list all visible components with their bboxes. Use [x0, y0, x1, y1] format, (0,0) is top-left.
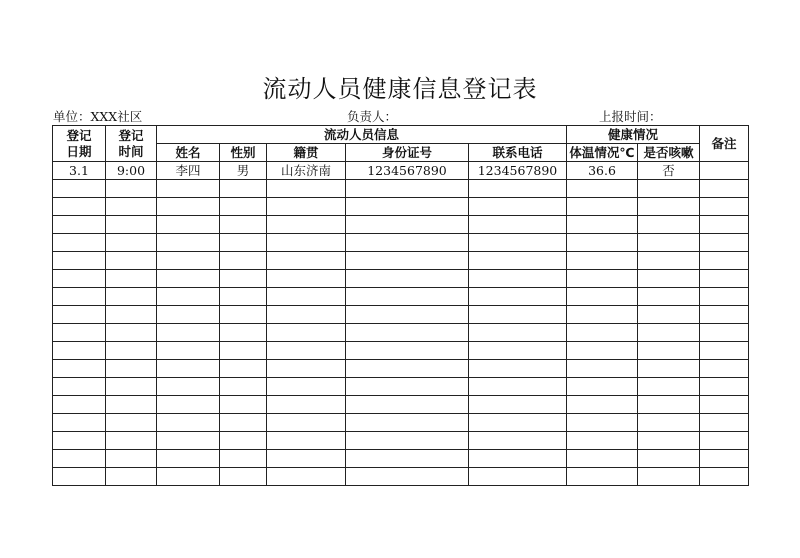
header-native-place: 籍贯 — [267, 144, 346, 162]
empty-table-row — [53, 198, 749, 216]
empty-cell-temperature[interactable] — [567, 396, 638, 414]
empty-cell-name[interactable] — [157, 198, 220, 216]
header-reg-time-line2: 时间 — [118, 143, 144, 159]
empty-cell-id-number[interactable] — [346, 396, 469, 414]
header-group-health: 健康情况 — [567, 126, 700, 144]
empty-cell-time[interactable] — [106, 342, 157, 360]
empty-cell-id-number[interactable] — [346, 360, 469, 378]
cell-id-number[interactable]: 1234567890 — [346, 162, 469, 180]
header-reg-time-line1: 登记 — [118, 127, 144, 143]
empty-cell-time[interactable] — [106, 414, 157, 432]
empty-cell-temperature[interactable] — [567, 252, 638, 270]
empty-cell-remark[interactable] — [700, 342, 749, 360]
empty-table-row — [53, 252, 749, 270]
empty-cell-id-number[interactable] — [346, 468, 469, 486]
empty-cell-date[interactable] — [53, 252, 106, 270]
empty-cell-temperature[interactable] — [567, 360, 638, 378]
empty-cell-name[interactable] — [157, 342, 220, 360]
empty-cell-gender[interactable] — [220, 396, 267, 414]
empty-cell-phone[interactable] — [469, 468, 567, 486]
empty-cell-temperature[interactable] — [567, 432, 638, 450]
empty-cell-phone[interactable] — [469, 324, 567, 342]
empty-table-row — [53, 414, 749, 432]
empty-cell-native-place[interactable] — [267, 342, 346, 360]
empty-cell-time[interactable] — [106, 378, 157, 396]
empty-cell-gender[interactable] — [220, 324, 267, 342]
cell-time[interactable]: 9:00 — [106, 162, 157, 180]
empty-cell-date[interactable] — [53, 414, 106, 432]
empty-cell-time[interactable] — [106, 234, 157, 252]
empty-cell-gender[interactable] — [220, 378, 267, 396]
empty-cell-id-number[interactable] — [346, 270, 469, 288]
cell-date[interactable]: 3.1 — [53, 162, 106, 180]
empty-cell-remark[interactable] — [700, 414, 749, 432]
header-cough: 是否咳嗽 — [638, 144, 700, 162]
empty-cell-gender[interactable] — [220, 198, 267, 216]
empty-cell-name[interactable] — [157, 450, 220, 468]
empty-cell-remark[interactable] — [700, 234, 749, 252]
empty-cell-native-place[interactable] — [267, 378, 346, 396]
report-time-label: 上报时间： — [599, 109, 662, 124]
empty-cell-gender[interactable] — [220, 432, 267, 450]
empty-cell-id-number[interactable] — [346, 378, 469, 396]
empty-cell-cough[interactable] — [638, 378, 700, 396]
empty-cell-phone[interactable] — [469, 180, 567, 198]
empty-cell-id-number[interactable] — [346, 180, 469, 198]
empty-cell-cough[interactable] — [638, 324, 700, 342]
empty-cell-remark[interactable] — [700, 324, 749, 342]
empty-cell-name[interactable] — [157, 360, 220, 378]
empty-cell-name[interactable] — [157, 270, 220, 288]
empty-cell-temperature[interactable] — [567, 342, 638, 360]
form-title: 流动人员健康信息登记表 — [262, 75, 538, 103]
empty-cell-date[interactable] — [53, 468, 106, 486]
cell-name[interactable]: 李四 — [157, 162, 220, 180]
empty-cell-gender[interactable] — [220, 342, 267, 360]
empty-cell-name[interactable] — [157, 468, 220, 486]
empty-cell-id-number[interactable] — [346, 288, 469, 306]
empty-cell-phone[interactable] — [469, 378, 567, 396]
empty-cell-phone[interactable] — [469, 360, 567, 378]
empty-cell-temperature[interactable] — [567, 198, 638, 216]
empty-table-row — [53, 270, 749, 288]
empty-cell-phone[interactable] — [469, 252, 567, 270]
empty-cell-cough[interactable] — [638, 270, 700, 288]
owner-label: 负责人： — [347, 109, 398, 124]
empty-cell-native-place[interactable] — [267, 360, 346, 378]
empty-cell-date[interactable] — [53, 450, 106, 468]
empty-cell-temperature[interactable] — [567, 378, 638, 396]
empty-table-row — [53, 378, 749, 396]
empty-cell-name[interactable] — [157, 288, 220, 306]
empty-cell-id-number[interactable] — [346, 342, 469, 360]
empty-table-row — [53, 306, 749, 324]
empty-cell-gender[interactable] — [220, 234, 267, 252]
empty-cell-id-number[interactable] — [346, 198, 469, 216]
empty-cell-date[interactable] — [53, 396, 106, 414]
empty-cell-native-place[interactable] — [267, 198, 346, 216]
empty-cell-temperature[interactable] — [567, 450, 638, 468]
empty-cell-cough[interactable] — [638, 216, 700, 234]
empty-cell-native-place[interactable] — [267, 450, 346, 468]
empty-cell-native-place[interactable] — [267, 414, 346, 432]
empty-cell-phone[interactable] — [469, 234, 567, 252]
empty-cell-time[interactable] — [106, 468, 157, 486]
empty-table-row — [53, 468, 749, 486]
empty-cell-phone[interactable] — [469, 288, 567, 306]
header-reg-date-line1: 登记 — [66, 127, 92, 143]
empty-cell-name[interactable] — [157, 234, 220, 252]
empty-cell-time[interactable] — [106, 216, 157, 234]
empty-cell-temperature[interactable] — [567, 288, 638, 306]
empty-cell-time[interactable] — [106, 270, 157, 288]
empty-cell-temperature[interactable] — [567, 180, 638, 198]
empty-table-row — [53, 396, 749, 414]
empty-cell-name[interactable] — [157, 396, 220, 414]
empty-table-row — [53, 216, 749, 234]
empty-cell-time[interactable] — [106, 360, 157, 378]
empty-cell-name[interactable] — [157, 432, 220, 450]
empty-cell-id-number[interactable] — [346, 306, 469, 324]
empty-cell-temperature[interactable] — [567, 324, 638, 342]
empty-cell-cough[interactable] — [638, 234, 700, 252]
empty-table-row — [53, 180, 749, 198]
empty-cell-remark[interactable] — [700, 378, 749, 396]
empty-cell-date[interactable] — [53, 324, 106, 342]
cell-gender[interactable]: 男 — [220, 162, 267, 180]
empty-cell-id-number[interactable] — [346, 432, 469, 450]
empty-cell-cough[interactable] — [638, 360, 700, 378]
empty-cell-date[interactable] — [53, 360, 106, 378]
header-phone: 联系电话 — [469, 144, 567, 162]
empty-cell-temperature[interactable] — [567, 468, 638, 486]
empty-cell-time[interactable] — [106, 324, 157, 342]
empty-cell-remark[interactable] — [700, 450, 749, 468]
empty-cell-temperature[interactable] — [567, 270, 638, 288]
empty-cell-cough[interactable] — [638, 450, 700, 468]
empty-cell-time[interactable] — [106, 396, 157, 414]
empty-cell-remark[interactable] — [700, 198, 749, 216]
empty-cell-native-place[interactable] — [267, 270, 346, 288]
empty-cell-time[interactable] — [106, 198, 157, 216]
header-row-1 — [53, 126, 749, 144]
empty-cell-cough[interactable] — [638, 414, 700, 432]
empty-cell-native-place[interactable] — [267, 432, 346, 450]
empty-cell-remark[interactable] — [700, 432, 749, 450]
empty-cell-phone[interactable] — [469, 306, 567, 324]
empty-cell-temperature[interactable] — [567, 216, 638, 234]
empty-cell-temperature[interactable] — [567, 414, 638, 432]
empty-cell-cough[interactable] — [638, 432, 700, 450]
cell-temperature[interactable]: 36.6 — [567, 162, 638, 180]
empty-cell-time[interactable] — [106, 306, 157, 324]
header-gender: 性别 — [220, 144, 267, 162]
empty-cell-temperature[interactable] — [567, 234, 638, 252]
empty-cell-remark[interactable] — [700, 468, 749, 486]
table-row — [53, 162, 749, 180]
header-reg-date — [53, 126, 106, 162]
empty-cell-id-number[interactable] — [346, 324, 469, 342]
empty-cell-date[interactable] — [53, 270, 106, 288]
empty-cell-time[interactable] — [106, 288, 157, 306]
empty-cell-native-place[interactable] — [267, 252, 346, 270]
empty-cell-date[interactable] — [53, 216, 106, 234]
empty-cell-phone[interactable] — [469, 450, 567, 468]
header-reg-time — [106, 126, 157, 162]
unit-label: 单位：XXX社区 — [53, 109, 143, 124]
empty-cell-remark[interactable] — [700, 396, 749, 414]
empty-cell-id-number[interactable] — [346, 450, 469, 468]
empty-cell-date[interactable] — [53, 198, 106, 216]
empty-cell-id-number[interactable] — [346, 216, 469, 234]
empty-cell-phone[interactable] — [469, 216, 567, 234]
empty-cell-gender[interactable] — [220, 360, 267, 378]
empty-cell-cough[interactable] — [638, 180, 700, 198]
header-id-number: 身份证号 — [346, 144, 469, 162]
empty-cell-cough[interactable] — [638, 468, 700, 486]
empty-cell-remark[interactable] — [700, 306, 749, 324]
empty-cell-phone[interactable] — [469, 342, 567, 360]
cell-phone[interactable]: 1234567890 — [469, 162, 567, 180]
empty-cell-date[interactable] — [53, 432, 106, 450]
cell-native-place[interactable]: 山东济南 — [267, 162, 346, 180]
empty-cell-native-place[interactable] — [267, 216, 346, 234]
empty-cell-native-place[interactable] — [267, 324, 346, 342]
empty-cell-remark[interactable] — [700, 270, 749, 288]
empty-cell-id-number[interactable] — [346, 234, 469, 252]
empty-cell-time[interactable] — [106, 450, 157, 468]
empty-cell-gender[interactable] — [220, 414, 267, 432]
empty-cell-phone[interactable] — [469, 396, 567, 414]
empty-cell-date[interactable] — [53, 306, 106, 324]
empty-cell-native-place[interactable] — [267, 234, 346, 252]
empty-cell-id-number[interactable] — [346, 252, 469, 270]
empty-cell-name[interactable] — [157, 180, 220, 198]
header-remark: 备注 — [700, 126, 749, 162]
empty-table-row — [53, 432, 749, 450]
empty-cell-gender[interactable] — [220, 288, 267, 306]
empty-cell-name[interactable] — [157, 252, 220, 270]
empty-cell-time[interactable] — [106, 180, 157, 198]
empty-cell-id-number[interactable] — [346, 414, 469, 432]
empty-cell-cough[interactable] — [638, 306, 700, 324]
empty-cell-phone[interactable] — [469, 270, 567, 288]
empty-cell-remark[interactable] — [700, 252, 749, 270]
empty-cell-native-place[interactable] — [267, 180, 346, 198]
empty-cell-name[interactable] — [157, 216, 220, 234]
cell-remark[interactable] — [700, 162, 749, 180]
header-reg-date-line2: 日期 — [66, 143, 92, 159]
empty-cell-name[interactable] — [157, 414, 220, 432]
empty-cell-gender[interactable] — [220, 468, 267, 486]
empty-table-row — [53, 342, 749, 360]
empty-cell-phone[interactable] — [469, 198, 567, 216]
empty-cell-gender[interactable] — [220, 252, 267, 270]
empty-table-row — [53, 360, 749, 378]
empty-table-row — [53, 450, 749, 468]
empty-cell-remark[interactable] — [700, 180, 749, 198]
empty-cell-remark[interactable] — [700, 360, 749, 378]
empty-cell-gender[interactable] — [220, 180, 267, 198]
empty-cell-gender[interactable] — [220, 450, 267, 468]
empty-cell-cough[interactable] — [638, 198, 700, 216]
empty-cell-cough[interactable] — [638, 396, 700, 414]
empty-cell-name[interactable] — [157, 306, 220, 324]
empty-cell-cough[interactable] — [638, 342, 700, 360]
empty-cell-gender[interactable] — [220, 216, 267, 234]
empty-cell-gender[interactable] — [220, 270, 267, 288]
empty-cell-time[interactable] — [106, 252, 157, 270]
empty-cell-date[interactable] — [53, 288, 106, 306]
empty-table-row — [53, 324, 749, 342]
empty-cell-name[interactable] — [157, 378, 220, 396]
empty-cell-date[interactable] — [53, 234, 106, 252]
header-name: 姓名 — [157, 144, 220, 162]
empty-cell-remark[interactable] — [700, 216, 749, 234]
registration-table — [52, 125, 749, 486]
header-temperature: 体温情况℃ — [567, 144, 638, 162]
header-row-2 — [53, 144, 749, 162]
empty-table-row — [53, 234, 749, 252]
empty-cell-native-place[interactable] — [267, 468, 346, 486]
empty-cell-cough[interactable] — [638, 288, 700, 306]
empty-cell-phone[interactable] — [469, 414, 567, 432]
empty-cell-native-place[interactable] — [267, 396, 346, 414]
empty-cell-date[interactable] — [53, 180, 106, 198]
empty-cell-gender[interactable] — [220, 306, 267, 324]
empty-cell-cough[interactable] — [638, 252, 700, 270]
empty-cell-date[interactable] — [53, 378, 106, 396]
header-group-info: 流动人员信息 — [157, 126, 567, 144]
cell-cough[interactable]: 否 — [638, 162, 700, 180]
empty-cell-name[interactable] — [157, 324, 220, 342]
empty-table-row — [53, 288, 749, 306]
empty-cell-date[interactable] — [53, 342, 106, 360]
empty-cell-temperature[interactable] — [567, 306, 638, 324]
empty-cell-remark[interactable] — [700, 288, 749, 306]
empty-cell-phone[interactable] — [469, 432, 567, 450]
empty-cell-native-place[interactable] — [267, 288, 346, 306]
empty-cell-native-place[interactable] — [267, 306, 346, 324]
empty-cell-time[interactable] — [106, 432, 157, 450]
